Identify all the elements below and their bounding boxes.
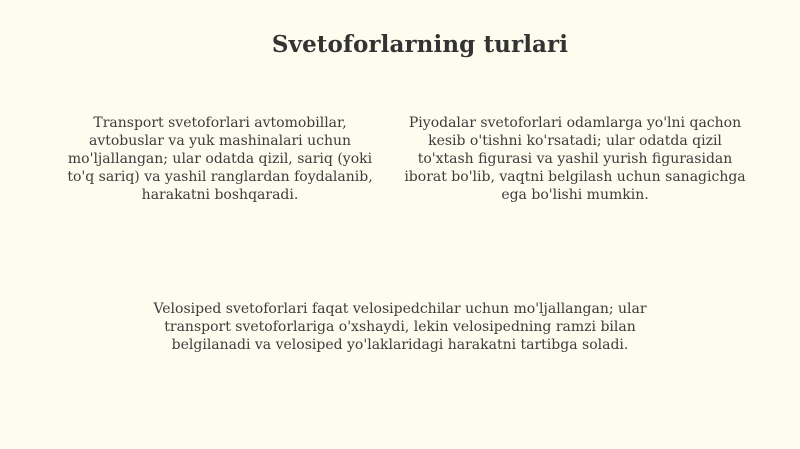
slide-title: Svetoforlarning turlari (271, 31, 569, 58)
pedestrian-lights-paragraph: Piyodalar svetoforlari odamlarga yo'lni qachon kesib o'tishni ko'rsatadi; ular odatda qizil to'xtash figurasi va yashil yurish figurasidan iborat bo'lib, vaqtni belgilash uchun sanagichga ega bo'lishi mumkin. (404, 115, 746, 203)
transport-lights-paragraph: Transport svetoforlari avtomobillar, avtobuslar va yuk mashinalari uchun mo'ljallangan; ular odatda qizil, sariq (yoki to'q sariq) va yashil ranglardan foydalanib, harakatni boshqaradi. (67, 115, 373, 203)
bicycle-lights-paragraph: Velosiped svetoforlari faqat velosipedchilar uchun mo'ljallangan; ular transport svetoforlariga o'xshaydi, lekin velosipedning ramzi bilan belgilanadi va velosiped yo'laklaridagi harakatni tartibga soladi. (153, 301, 647, 353)
